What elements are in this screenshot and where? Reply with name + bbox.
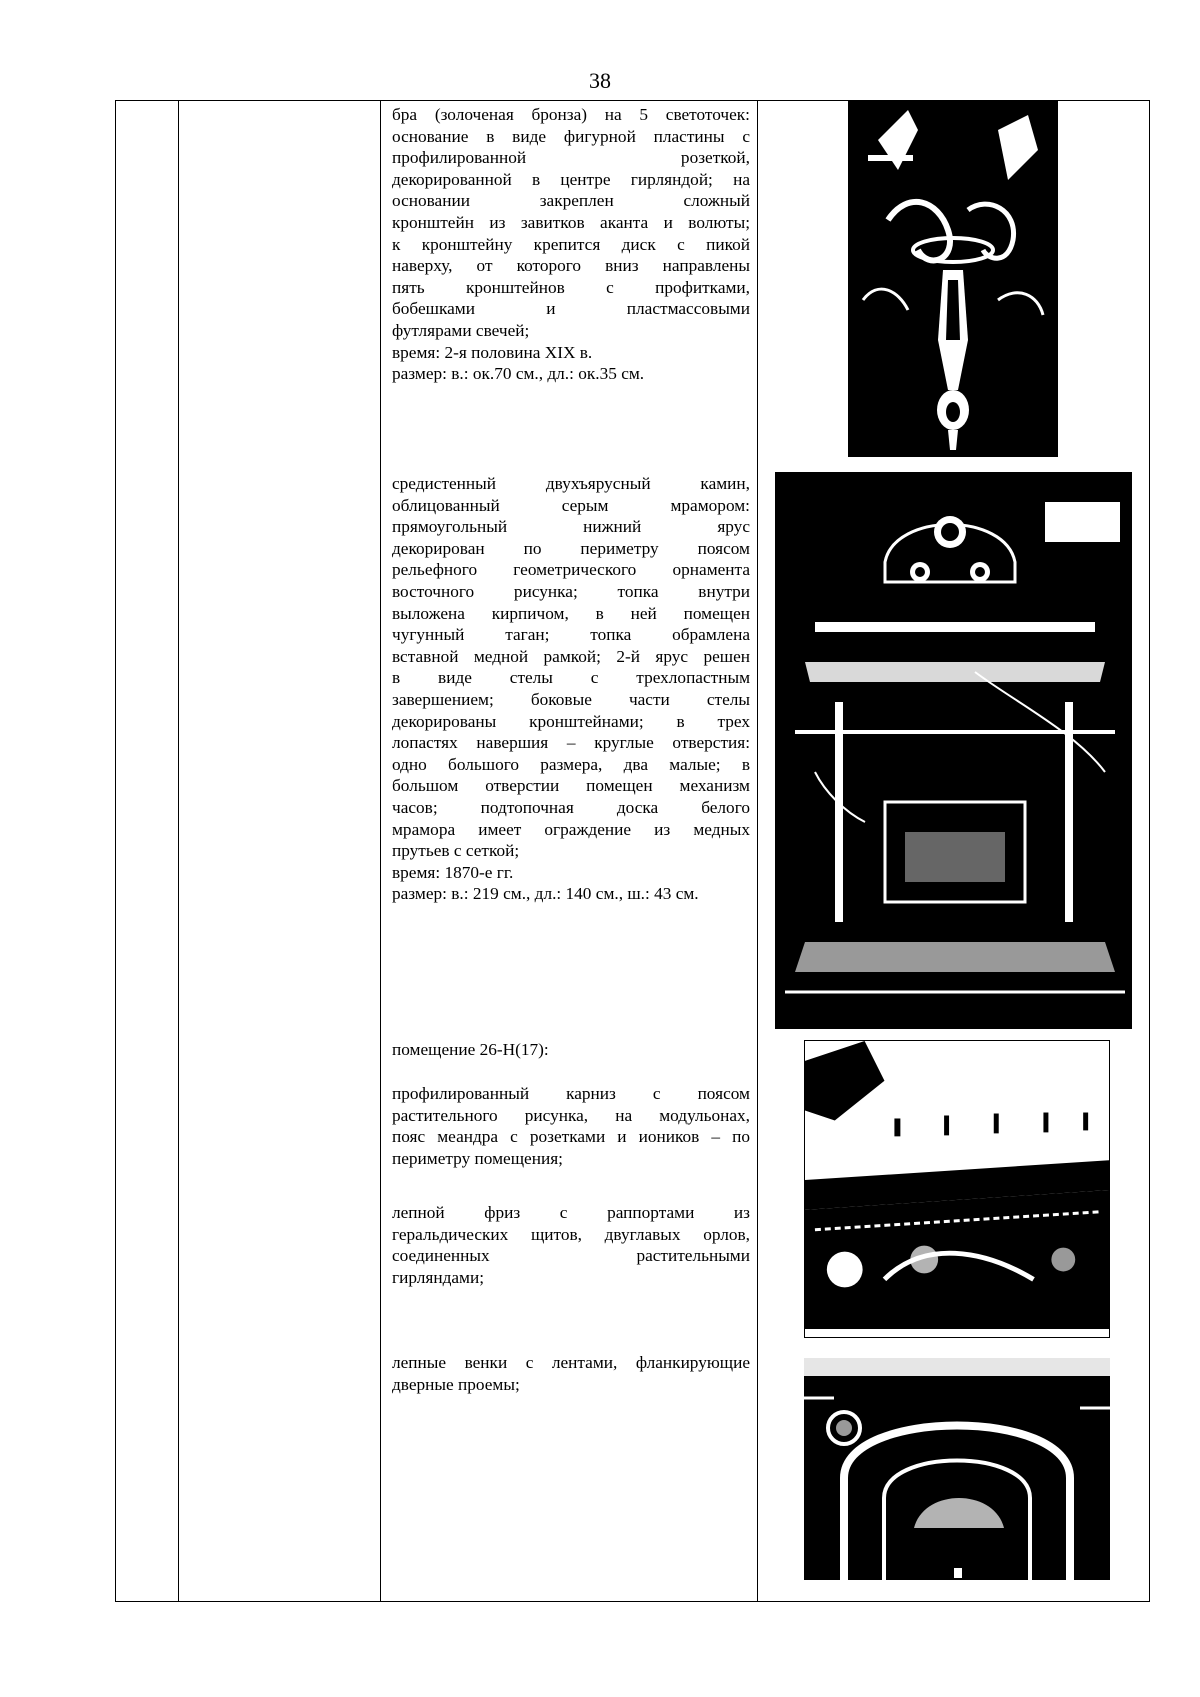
- text-line: кронштейн из завитков аканта и волюты;: [392, 212, 750, 232]
- text-line: часов; подтопочная доска белого: [392, 797, 750, 817]
- text-line: мрамора имеет ограждение из медных: [392, 819, 750, 839]
- text-line: декорированной в центре гирляндой; на: [392, 169, 750, 189]
- text-line: геральдических щитов, двуглавых орлов,: [392, 1224, 750, 1244]
- entry-wreaths-description: [392, 1352, 750, 1395]
- text-line: размер: в.: ок.70 см., дл.: ок.35 см.: [392, 364, 645, 384]
- text-line: гирляндами;: [392, 1267, 485, 1287]
- text-line: прутьев с сеткой;: [392, 841, 520, 861]
- text-line: декорирован по периметру поясом: [392, 538, 750, 558]
- text-line: средистенный двухъярусный камин,: [392, 474, 750, 493]
- text-line: чугунный таган; топка обрамлена: [392, 625, 750, 645]
- text-line: профилированный карниз с поясом: [392, 1084, 750, 1103]
- text-line: основании закреплен сложный: [392, 191, 750, 211]
- entry-frieze-description: [392, 1202, 750, 1288]
- text-line: наверху, от которого вниз направлены: [392, 256, 750, 276]
- text-line: время: 2-я половина XIX в.: [392, 342, 593, 362]
- text-line: одно большого размера, два малые; в: [392, 754, 750, 774]
- text-line: к кронштейну крепится диск с пикой: [392, 234, 750, 254]
- text-line: бра (золоченая бронза) на 5 светоточек:: [392, 105, 750, 124]
- text-line: основание в виде фигурной пластины с: [392, 126, 750, 146]
- column-divider-3: [757, 100, 758, 1602]
- text-line: пояс меандра с розетками и иоников – по: [392, 1127, 750, 1147]
- text-line: футлярами свечей;: [392, 320, 530, 340]
- text-line: завершением; боковые части стелы: [392, 689, 750, 709]
- text-line: лепные венки с лентами, фланкирующие: [392, 1353, 750, 1372]
- text-line: рельефного геометрического орнамента: [392, 560, 750, 580]
- text-line: большом отверстии помещен механизм: [392, 776, 750, 796]
- cornice-photo: [804, 1040, 1110, 1338]
- text-line: вставной медной рамкой; 2-й ярус решен: [392, 646, 750, 666]
- sconce-photo: [848, 100, 1058, 457]
- text-line: восточного рисунка; топка внутри: [392, 581, 750, 601]
- door-wreath-photo: [804, 1358, 1110, 1580]
- entry-sconce-description: [392, 104, 750, 385]
- fireplace-photo: [775, 472, 1132, 1029]
- room-heading: [392, 1039, 750, 1061]
- text-line: помещение 26-Н(17):: [392, 1040, 549, 1059]
- entry-fireplace-description: [392, 473, 750, 905]
- text-line: дверные проемы;: [392, 1374, 520, 1394]
- text-line: в виде стелы с трехлопастным: [392, 668, 750, 688]
- text-line: растительного рисунка, на модульонах,: [392, 1105, 750, 1125]
- text-line: размер: в.: 219 см., дл.: 140 см., ш.: 43 см.: [392, 884, 699, 904]
- text-line: лепной фриз с раппортами из: [392, 1203, 750, 1222]
- text-line: профилированной розеткой,: [392, 148, 750, 168]
- text-line: периметру помещения;: [392, 1148, 563, 1168]
- page-number: 38: [589, 68, 611, 93]
- column-divider-2: [380, 100, 381, 1602]
- text-line: облицованный серым мрамором:: [392, 495, 750, 515]
- text-line: декорированы кронштейнами; в трех: [392, 711, 750, 731]
- text-line: выложена кирпичом, в ней помещен: [392, 603, 750, 623]
- text-line: время: 1870-е гг.: [392, 862, 514, 882]
- text-line: соединенных растительными: [392, 1246, 750, 1266]
- column-divider-1: [178, 100, 179, 1602]
- entry-cornice-description: [392, 1083, 750, 1169]
- text-line: прямоугольный нижний ярус: [392, 517, 750, 537]
- text-line: бобешками и пластмассовыми: [392, 299, 750, 319]
- text-line: лопастях навершия – круглые отверстия:: [392, 733, 750, 753]
- text-line: пять кронштейнов с профитками,: [392, 277, 750, 297]
